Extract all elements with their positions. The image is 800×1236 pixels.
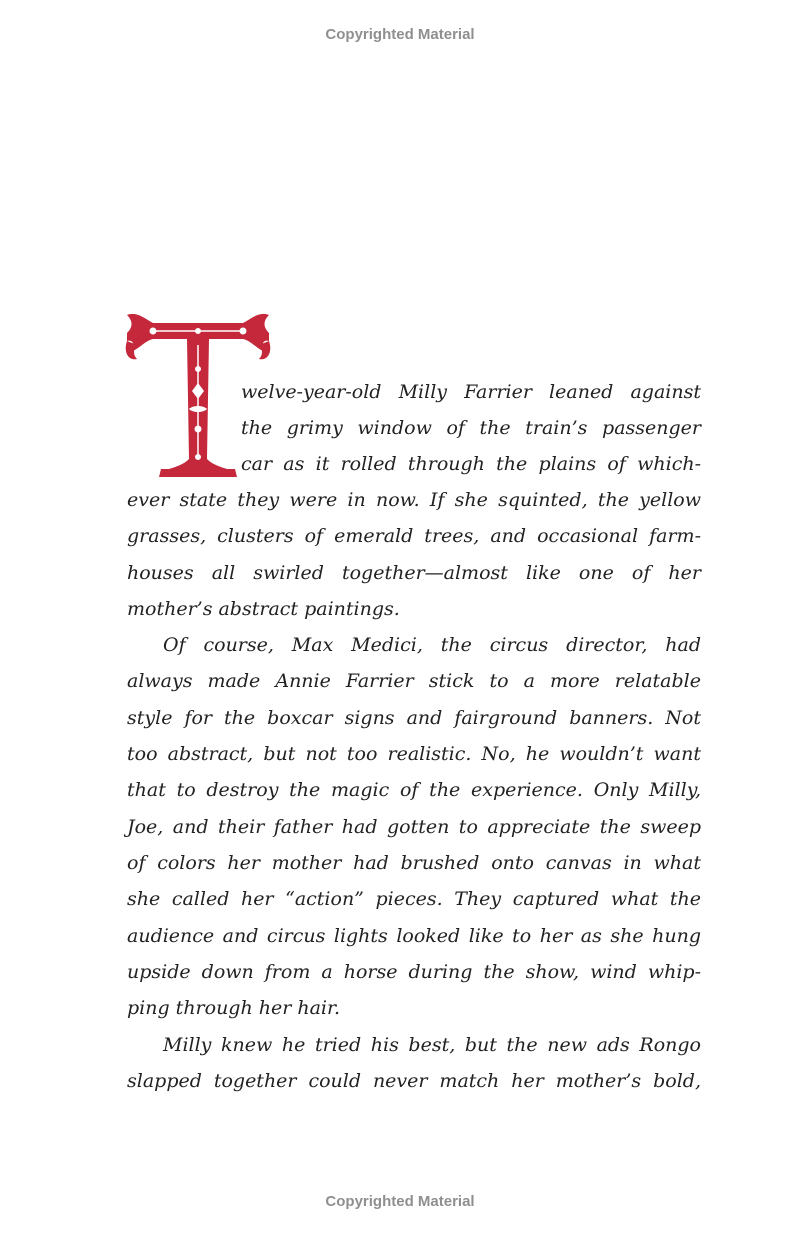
text-line: she called her “action” pieces. They captured what the [127,888,701,910]
text-line: ping through her hair. [127,997,341,1019]
text-line: always made Annie Farrier stick to a more relatable [127,670,701,692]
text-line: of colors her mother had brushed onto canvas in what [127,852,701,874]
copyright-watermark-top: Copyrighted Material [325,26,475,43]
text-line: Milly knew he tried his best, but the new ads Rongo [163,1034,701,1056]
text-line: style for the boxcar signs and fairground banners. Not [127,707,701,729]
text-line: audience and circus lights looked like to her as she hung [127,925,701,947]
text-line: the grimy window of the train’s passenger [241,417,701,439]
text-line: welve-year-old Milly Farrier leaned against [241,381,701,403]
text-line: car as it rolled through the plains of which- [241,453,701,475]
text-line: grasses, clusters of emerald trees, and occasional farm- [127,525,701,547]
text-line: slapped together could never match her mother’s bold, [127,1070,701,1092]
text-line: too abstract, but not too realistic. No, he wouldn’t want [127,743,701,765]
text-line: ever state they were in now. If she squinted, the yellow [127,489,701,511]
text-line: upside down from a horse during the show, wind whip- [127,961,701,983]
text-line: houses all swirled together—almost like one of her [127,562,701,584]
text-line: Joe, and their father had gotten to appreciate the sweep [127,816,701,838]
text-line: Of course, Max Medici, the circus director, had [163,634,701,656]
copyright-watermark-bottom: Copyrighted Material [325,1193,475,1210]
text-line: mother’s abstract paintings. [127,598,400,620]
text-line: that to destroy the magic of the experience. Only Milly, [127,779,701,801]
